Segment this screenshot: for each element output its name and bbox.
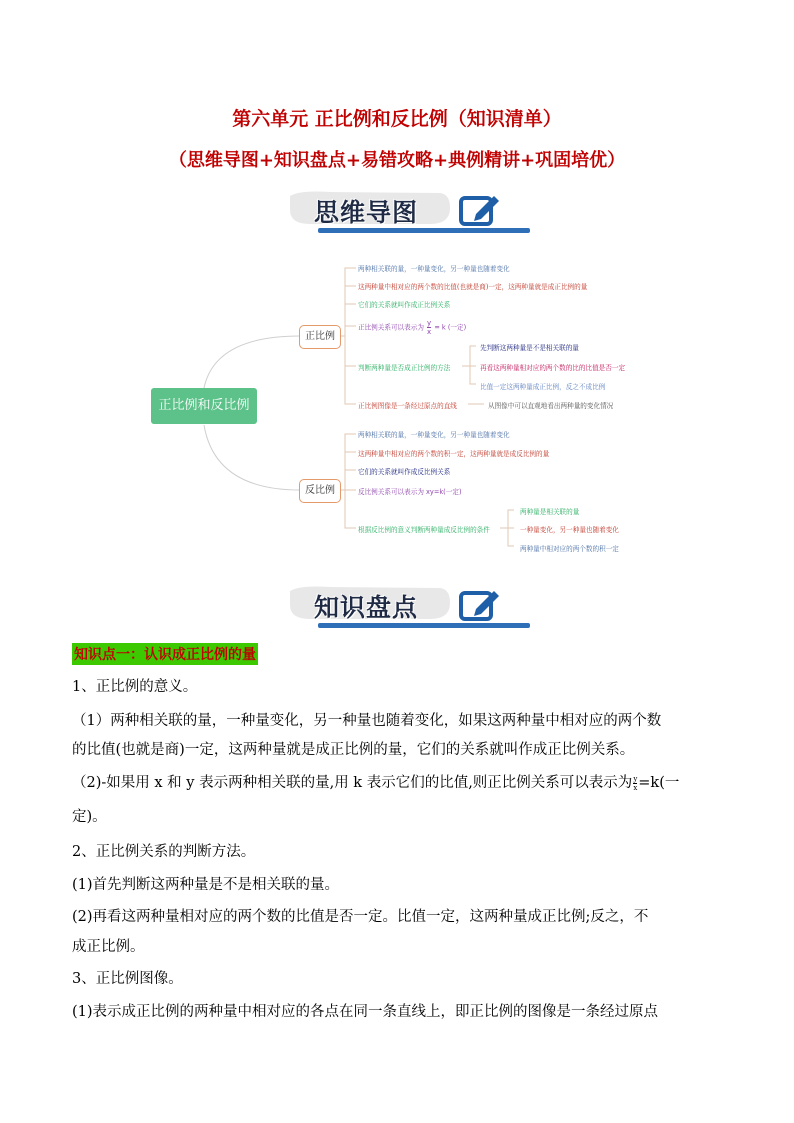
banner-underline [318, 623, 530, 628]
edit-icon [458, 587, 502, 623]
judge-item-2: 再看这两种量相对应的两个数的比的比值是否一定 [480, 364, 626, 372]
condition-item-3: 两种量中相对应的两个数的积一定 [520, 545, 619, 553]
direct-item-5: 判断两种量是否成正比例的方法 [358, 364, 451, 372]
direct-item-3: 它们的关系就叫作成正比例关系 [358, 301, 451, 309]
paragraph-3: (1)首先判断这两种量是不是相关联的量。 [72, 877, 340, 893]
paragraph-1a: （1）两种相关联的量，一种量变化，另一种量也随着变化，如果这两种量中相对应的两个数 [72, 713, 662, 729]
banner-mindmap [290, 190, 510, 234]
paragraph-1b: 的比值(也就是商)一定，这两种量就是成正比例的量，它们的关系就叫作成正比例关系。 [72, 742, 635, 758]
inverse-item-3: 它们的关系就叫作成反比例关系 [358, 468, 451, 476]
inverse-item-5: 根据反比例的意义判断两种量成反比例的条件 [358, 526, 490, 534]
direct-formula-rest: = k (一定) [434, 323, 467, 332]
condition-item-2: 一种量变化，另一种量也随着变化 [520, 526, 619, 534]
direct-formula-fraction: $\frac{y}{x}$ [427, 319, 432, 336]
condition-item-1: 两种量是相关联的量 [520, 508, 580, 516]
paragraph-2a-fraction: $\frac{y}{x}$ [633, 774, 638, 792]
banner-title: 知识盘点 [314, 593, 419, 622]
direct-formula-label: 正比例关系可以表示为 [358, 323, 424, 332]
mindmap-root: 正比例和反比例 [151, 388, 257, 424]
section-heading-1: 1、正比例的意义。 [72, 679, 198, 695]
banner-knowledge [290, 585, 510, 629]
judge-item-3: 比值一定这两种量成正比例，反之不成比例 [480, 383, 606, 391]
banner-title: 思维导图 [314, 198, 419, 227]
direct-item-2: 这两种量中相对应的两个数的比值(也就是商)一定，这两种量就是成正比例的量 [358, 283, 588, 291]
paragraph-4b: 成正比例。 [72, 939, 145, 955]
page-title: 第六单元 正比例和反比例（知识清单） [232, 108, 562, 130]
inverse-item-2: 这两种量中相对应的两个数的积一定，这两种量就是成反比例的量 [358, 450, 550, 458]
page-subtitle: （思维导图+知识盘点+易错攻略+典例精讲+巩固培优） [168, 150, 626, 171]
node-inverse-proportion: 反比例 [299, 479, 341, 503]
banner-underline [318, 228, 530, 233]
section-heading-2: 2、正比例关系的判断方法。 [72, 844, 256, 860]
node-direct-proportion: 正比例 [299, 325, 341, 349]
direct-item-6: 正比例图像是一条经过原点的直线 [358, 402, 457, 410]
paragraph-2a-text: （2)-如果用 x 和 y 表示两种相关联的量,用 k 表示它们的比值,则正比例关系可以表示为 [72, 775, 633, 791]
inverse-item-1: 两种相关联的量，一种量变化，另一种量也随着变化 [358, 431, 510, 439]
paragraph-2b: 定)。 [72, 809, 107, 825]
inverse-item-4: 反比例关系可以表示为 xy=k(一定) [358, 488, 462, 496]
judge-item-1: 先判断这两种量是不是相关联的量 [480, 344, 579, 352]
paragraph-2a [72, 772, 679, 794]
direct-item-1: 两种相关联的量，一种量变化，另一种量也随着变化 [358, 265, 510, 273]
edit-icon [458, 192, 502, 228]
section-heading-3: 3、正比例图像。 [72, 971, 183, 987]
graph-note: 从图像中可以直观地看出两种量的变化情况 [488, 402, 614, 410]
direct-item-4 [358, 319, 466, 336]
paragraph-2a-end: =k(一 [638, 775, 680, 791]
paragraph-5: (1)表示成正比例的两种量中相对应的各点在同一条直线上，即正比例的图像是一条经过原点 [72, 1004, 659, 1020]
paragraph-4a: (2)再看这两种量相对应的两个数的比值是否一定。比值一定，这两种量成正比例;反之，不 [72, 909, 649, 925]
knowledge-point-heading: 知识点一：认识成正比例的量 [72, 643, 258, 665]
